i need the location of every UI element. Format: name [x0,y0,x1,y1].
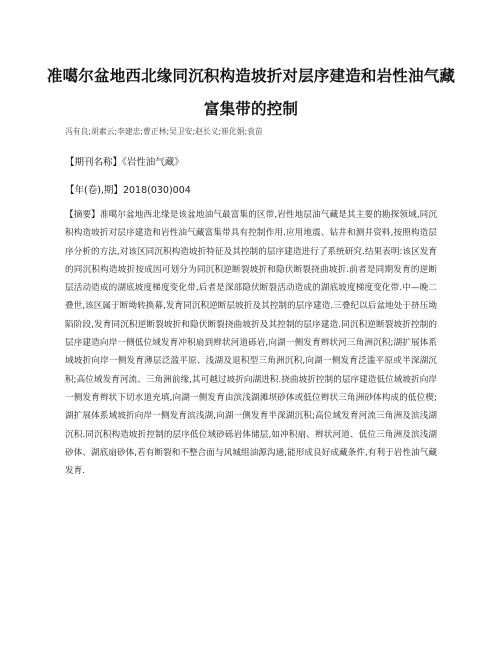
issue-label: 【年(卷),期】 [65,185,123,196]
abstract-label: 【摘要】 [65,210,100,220]
author-list: 冯有良;胡素云;李建忠;曹正林;吴卫安;赵长义;崔化娟;袁苗 [65,127,263,136]
abstract-text: 准噶尔盆地西北缘是该盆地油气最富集的区带,岩性地层油气藏是其主要的勘探领域,同沉积构造坡折对层序建造和岩性油气藏富集带具有控制作用.应用地震、钻井和测井资料,按照构造层序分析的方法,对该区同沉积构造坡折特征及其控制的层序建造进行了系统研究.结果表明:该区发育的同沉积构造坡折按成因可划分为同沉积逆断裂坡折和隐伏断裂挠曲坡折.前者是同期发育的逆断层活动造成的湖底坡度梯度变化带,后者是深部隐伏断裂活动造成的湖底坡度梯度变化带.中—晚二叠世,该区属于断坳转换幕,发育同沉积逆断层坡折及其控制的层序建造.三叠纪以后盆地处于挤压坳陷阶段,发育同沉积逆断裂坡折和隐伏断裂挠曲坡折及其控制的层序建造.同沉积逆断裂坡折控制的层序建造向岸一侧低位域发育冲积扇到辫状河道砾岩,向湖一侧发育辫状河三角洲沉积;湖扩展体系域坡折向岸一侧发育薄层泛滥平原、浅湖及退积型三角洲沉积,向湖一侧发育泛滥平原或半深湖沉积;高位域发育河流、三角洲前缘,其可越过坡折向湖进积.挠曲坡折控制的层序建造低位域坡折向岸一侧发育辫状下切水道充填,向湖一侧发育由滨浅湖滩坝砂体或低位辫状三角洲砂体构成的低位楔;湖扩展体系域坡折向岸一侧发育滨浅湖,向湖一侧发育半深湖沉积;高位域发育河流三角洲及滨浅湖沉积.同沉积构造坡折控制的层序低位域砂砾岩体储层,如冲积扇、辫状河道、低位三角洲及滨浅湖砂体、湖底扇砂体,若有断裂和不整合面与风城组油源沟通,能形成良好成藏条件,有利于岩性油气藏发育. [65,210,437,477]
issue-line [65,182,191,196]
journal-line [65,154,184,168]
journal-label: 【期刊名称】 [65,157,123,168]
abstract-paragraph [65,206,437,480]
document-title: 准噶尔盆地西北缘同沉积构造坡折对层序建造和岩性油气藏富集带的控制 [46,67,456,118]
issue-value: 2018(030)004 [122,185,191,196]
journal-value: 《岩性油气藏》 [122,157,184,168]
